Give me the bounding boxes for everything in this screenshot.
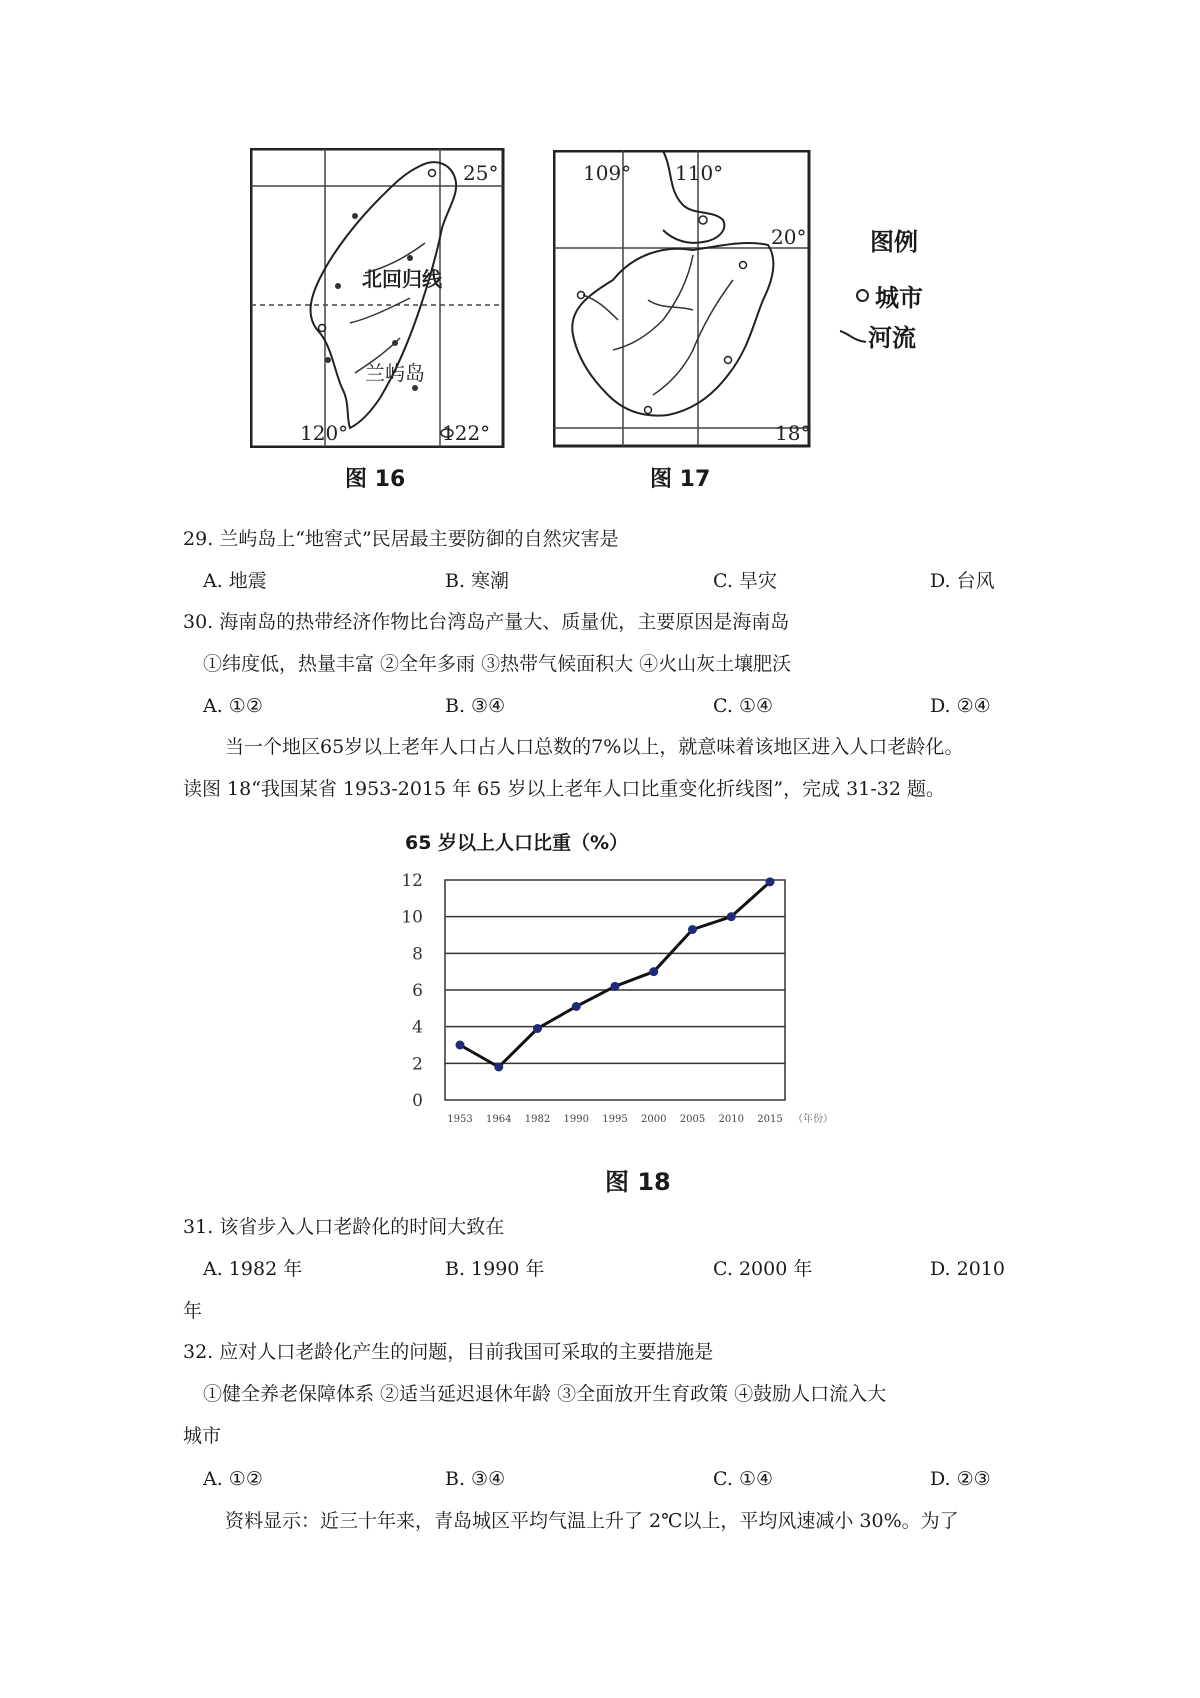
chart-xtick-label: 2000 — [641, 1114, 667, 1125]
city-icon — [856, 289, 869, 302]
q32-items-line-1: ①健全养老保障体系 ②适当延迟退休年龄 ③全面放开生育政策 ④鼓励人口流入大 — [203, 1383, 887, 1405]
figure-18-caption: 图 18 — [605, 1168, 671, 1196]
q31-option-a: A. 1982 年 — [203, 1258, 303, 1280]
chart-title: 65 岁以上人口比重（%） — [405, 832, 629, 854]
chart-xtick-label: 1982 — [524, 1114, 551, 1125]
q30-stem: 30. 海南岛的热带经济作物比台湾岛产量大、质量优，主要原因是海南岛 — [183, 611, 790, 633]
q29-option-c: C. 旱灾 — [713, 570, 777, 592]
q29-option-a: A. 地震 — [203, 570, 267, 592]
q31-stem: 31. 该省步入人口老龄化的时间大致在 — [183, 1216, 505, 1238]
chart-ytick-label: 8 — [412, 944, 423, 965]
chart-ytick-label: 2 — [412, 1054, 423, 1075]
intro-line-2: 读图 18“我国某省 1953-2015 年 65 岁以上老年人口比重变化折线图”，完成 31-32 题。 — [183, 778, 945, 800]
q29-option-d: D. 台风 — [930, 570, 995, 592]
fig17-lat-bottom: 18° — [775, 421, 811, 445]
fig17-lat-top: 20° — [771, 225, 807, 249]
q31-option-b: B. 1990 年 — [445, 1258, 545, 1280]
chart-ytick-label: 4 — [412, 1017, 423, 1038]
chart-xtick-label: 2010 — [718, 1114, 744, 1125]
q32-items-line-2: 城市 — [183, 1425, 222, 1447]
q31-option-c: C. 2000 年 — [713, 1258, 813, 1280]
q31-wrap: 年 — [183, 1300, 203, 1322]
chart-xtick-label: 1995 — [602, 1114, 628, 1125]
q29-option-b: B. 寒潮 — [445, 570, 510, 592]
chart-xtick-label: 1990 — [563, 1114, 589, 1125]
figure-17-caption: 图 17 — [650, 467, 711, 492]
fig17-lon-left: 109° — [583, 161, 632, 185]
material-line-1: 资料显示：近三十年来，青岛城区平均气温上升了 2℃以上，平均风速减小 30%。为了 — [225, 1510, 959, 1532]
intro-line-1: 当一个地区65岁以上老年人口占人口总数的7%以上，就意味着该地区进入人口老龄化。 — [225, 736, 964, 758]
chart-xtick-label: 1953 — [447, 1114, 473, 1125]
fig16-tropic-label: 北回归线 — [362, 267, 442, 291]
legend-river — [838, 318, 916, 353]
figure-16-map — [250, 148, 505, 448]
legend-city-label: 城市 — [875, 284, 923, 312]
chart-x-unit-label: （年份） — [793, 1114, 833, 1125]
river-icon — [838, 327, 868, 345]
chart-ytick-label: 10 — [401, 907, 423, 928]
chart-data-point — [727, 912, 736, 921]
chart-data-point — [533, 1024, 542, 1033]
q32-option-a: A. ①② — [203, 1468, 263, 1490]
legend-river-label: 河流 — [868, 324, 916, 352]
chart-data-point — [611, 982, 620, 991]
chart-xtick-label: 1964 — [486, 1114, 512, 1125]
chart-xtick-label: 2005 — [679, 1114, 706, 1125]
q30-option-c: C. ①④ — [713, 695, 774, 717]
q32-option-c: C. ①④ — [713, 1468, 774, 1490]
chart-data-point — [649, 967, 658, 976]
chart-data-point — [494, 1063, 503, 1072]
figure-17-map — [553, 150, 811, 448]
legend-title: 图例 — [870, 228, 918, 256]
legend-city — [856, 278, 923, 313]
q32-stem: 32. 应对人口老龄化产生的问题，目前我国可采取的主要措施是 — [183, 1341, 714, 1363]
chart-xtick-label: 2015 — [757, 1114, 783, 1125]
q32-option-b: B. ③④ — [445, 1468, 506, 1490]
q29-stem: 29. 兰屿岛上“地窖式”民居最主要防御的自然灾害是 — [183, 528, 619, 550]
q30-option-a: A. ①② — [203, 695, 263, 717]
q32-option-d: D. ②③ — [930, 1468, 991, 1490]
q30-option-d: D. ②④ — [930, 695, 991, 717]
chart-ytick-label: 6 — [412, 981, 423, 1001]
chart-data-point — [688, 925, 697, 934]
fig16-island-label: 兰屿岛 — [365, 361, 425, 385]
q30-items: ①纬度低，热量丰富 ②全年多雨 ③热带气候面积大 ④火山灰土壤肥沃 — [203, 653, 792, 675]
q31-option-d: D. 2010 — [930, 1258, 1005, 1280]
chart-data-point — [766, 877, 775, 886]
chart-data-point — [456, 1041, 465, 1050]
fig16-lon-right: 122° — [442, 421, 491, 445]
chart-data-point — [572, 1002, 581, 1011]
chart-ytick-label: 12 — [401, 871, 423, 891]
fig17-lon-right: 110° — [675, 161, 724, 185]
figure-16-caption: 图 16 — [345, 467, 406, 492]
figure-18-chart — [385, 860, 865, 1150]
chart-ytick-label: 0 — [412, 1091, 423, 1111]
q30-option-b: B. ③④ — [445, 695, 506, 717]
fig16-lon-left: 120° — [300, 421, 349, 445]
fig16-lat-label: 25° — [463, 161, 499, 185]
chart-series-line — [460, 882, 770, 1067]
